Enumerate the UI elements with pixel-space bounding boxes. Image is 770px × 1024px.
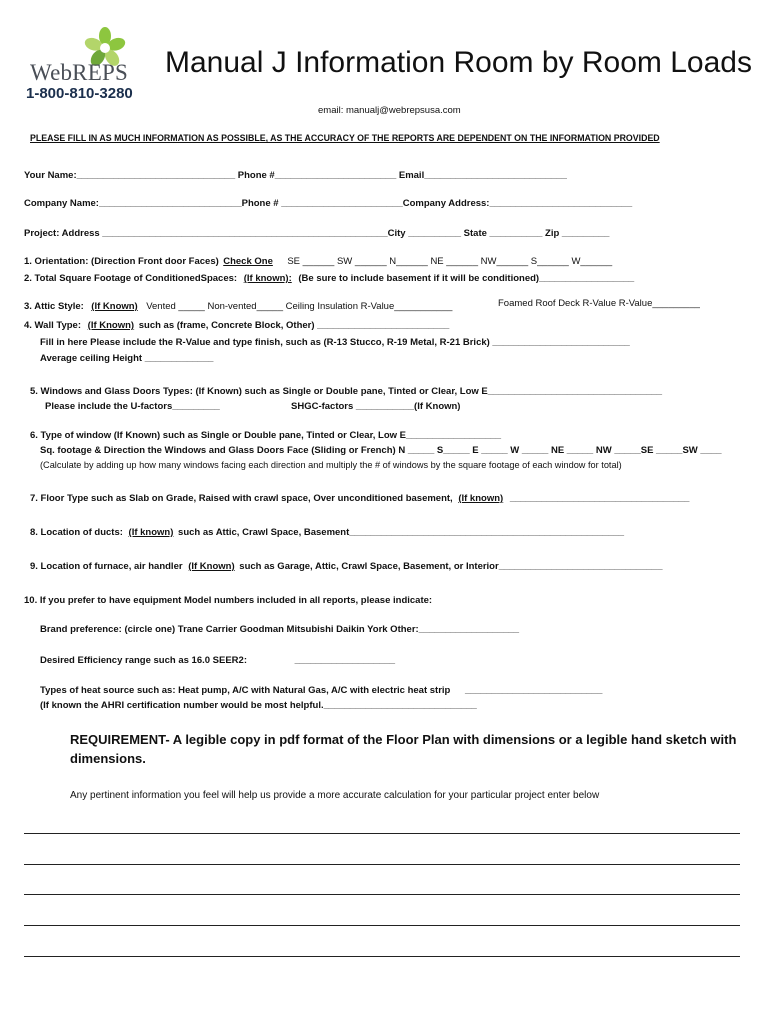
q2-label: 2. Total Square Footage of ConditionedSpaces:: [24, 273, 238, 284]
q4-label: 4. Wall Type:: [24, 320, 82, 331]
q4-line3[interactable]: Average ceiling Height _____________: [40, 353, 214, 364]
notes-line-5[interactable]: [24, 956, 740, 957]
q5-line1[interactable]: 5. Windows and Glass Doors Types: (If Known) such as Single or Double pane, Tinted or Clear, Low E_________________________________: [30, 386, 663, 397]
notice: PLEASE FILL IN AS MUCH INFORMATION AS POSSIBLE, AS THE ACCURACY OF THE REPORTS ARE DEPENDENT ON THE INFORMATION PROVIDED: [30, 133, 660, 143]
q4-wall-type[interactable]: [24, 320, 449, 331]
q9-rest: such as Garage, Attic, Crawl Space, Basement, or Interior: [239, 561, 499, 572]
notes-line-4[interactable]: [24, 925, 740, 926]
q9-label: 9. Location of furnace, air handler: [30, 561, 183, 572]
pertinent-info: Any pertinent information you feel will help us provide a more accurate calculation for your particular project enter below: [70, 790, 600, 801]
notes-line-1[interactable]: [24, 833, 740, 834]
q9-blank: _______________________________: [498, 561, 663, 572]
contact-row-company[interactable]: Company Name:___________________________Phone # _______________________Company Address:___________________________: [24, 198, 633, 209]
q1-orientation[interactable]: [24, 251, 612, 269]
q3-attic[interactable]: [24, 296, 452, 314]
q10-heat-blank: __________________________: [465, 685, 603, 696]
logo-phone: 1-800-810-3280: [26, 85, 133, 102]
q9-furnace[interactable]: [30, 561, 662, 572]
q10-efficiency-label: Desired Efficiency range such as 16.0 SEER2:: [40, 655, 247, 666]
q5-u-factors[interactable]: Please include the U-factors_________: [45, 401, 220, 412]
q6-line1[interactable]: 6. Type of window (If Known) such as Single or Double pane, Tinted or Clear, Low E__________________: [30, 430, 502, 441]
logo-name: WebREPS: [30, 60, 128, 85]
q8-label: 8. Location of ducts:: [30, 527, 123, 538]
q3-label: 3. Attic Style:: [24, 301, 84, 312]
contact-email: email: manualj@webrepsusa.com: [318, 105, 461, 116]
requirement-line2: dimensions.: [70, 751, 146, 766]
q7-known: (If known): [458, 493, 504, 504]
q10-efficiency-blank: ___________________: [294, 655, 396, 666]
q2-rest: (Be sure to include basement if it will be conditioned)__________________: [298, 273, 635, 284]
q8-rest: such as Attic, Crawl Space, Basement____________________________________________________: [178, 527, 625, 538]
page-title: Manual J Information Room by Room Loads: [165, 46, 752, 79]
q10-efficiency[interactable]: [40, 655, 395, 666]
q10-ahri[interactable]: [40, 700, 477, 711]
q1-check: Check One: [223, 256, 273, 267]
q10-brand[interactable]: Brand preference: (circle one) Trane Carrier Goodman Mitsubishi Daikin York Other:___________________: [40, 624, 520, 635]
q2-known: (If known):: [243, 273, 292, 284]
q10-ahri-label: (If known the AHRI certification number would be most helpful.: [40, 700, 324, 711]
contact-row-name[interactable]: Your Name:______________________________ Phone #_______________________ Email___________________________: [24, 170, 567, 181]
q4-known: (If Known): [87, 320, 135, 331]
notes-line-3[interactable]: [24, 894, 740, 895]
q3-vented[interactable]: Vented _____ Non-vented_____ Ceiling Insulation R-Value___________: [146, 301, 453, 312]
q6-line2[interactable]: Sq. footage & Direction the Windows and Glass Doors Face (Sliding or French) N _____ S_____ E _____ W _____ NE _____ NW _____SE _____SW ____: [40, 445, 722, 456]
q5-shgc[interactable]: SHGC-factors ___________(If Known): [291, 401, 461, 412]
requirement-line1: REQUIREMENT- A legible copy in pdf format of the Floor Plan with dimensions or a legible hand sketch with: [70, 732, 737, 747]
q7-rest: __________________________________: [509, 493, 690, 504]
q8-known: (If known): [128, 527, 174, 538]
logo: [24, 22, 154, 102]
q10-label: 10. If you prefer to have equipment Model numbers included in all reports, please indicate:: [24, 595, 433, 606]
q4-line2[interactable]: Fill in here Please include the R-Value and type finish, such as (R-13 Stucco, R-19 Metal, R-21 Brick) __________________________: [40, 337, 630, 348]
q10-ahri-blank: _____________________________: [323, 700, 477, 711]
q3-foamed[interactable]: Foamed Roof Deck R-Value R-Value_________: [498, 298, 700, 309]
q9-known: (If Known): [188, 561, 235, 572]
q8-ducts[interactable]: [30, 527, 624, 538]
q7-floor-type[interactable]: [30, 493, 689, 504]
q1-dirs[interactable]: SE ______ SW ______ N______ NE ______ NW______ S______ W______: [287, 256, 613, 267]
q1-label: 1. Orientation: (Direction Front door Faces): [24, 256, 219, 267]
q4-rest: such as (frame, Concrete Block, Other) _________________________: [138, 320, 450, 331]
q7-label: 7. Floor Type such as Slab on Grade, Raised with crawl space, Over unconditioned basement,: [30, 493, 453, 504]
q10-heat-label: Types of heat source such as: Heat pump, A/C with Natural Gas, A/C with electric heat strip: [40, 685, 451, 696]
q2-square-footage[interactable]: [24, 273, 634, 284]
notes-line-2[interactable]: [24, 864, 740, 865]
q3-known: (If Known): [91, 301, 138, 312]
q6-line3: (Calculate by adding up how many windows facing each direction and multiply the # of windows by the square footage of each window for total): [40, 460, 622, 470]
q10-heat[interactable]: [40, 685, 602, 696]
contact-row-project[interactable]: Project: Address ______________________________________________________City __________ State __________ Zip _________: [24, 228, 610, 239]
